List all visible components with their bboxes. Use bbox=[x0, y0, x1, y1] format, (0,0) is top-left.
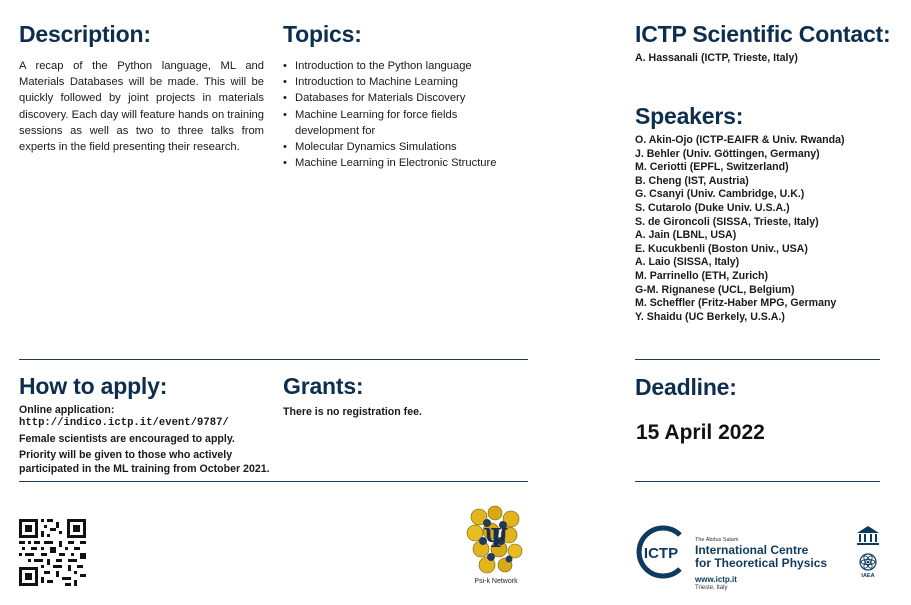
description-text: A recap of the Python language, ML and Materials Databases will be made. This will be quickly followed by joint projects in materials discovery. Each day will feature hands on training sessions as well as two to three talks from experts in the field presenting their research. bbox=[19, 60, 264, 154]
apply-online-label: Online application: bbox=[19, 404, 115, 416]
topics-list bbox=[283, 58, 520, 171]
ictp-website[interactable]: www.ictp.it bbox=[695, 575, 737, 584]
speaker-item: S. Cutarolo (Duke Univ. U.S.A.) bbox=[635, 201, 790, 214]
psik-label: Psi-k Network bbox=[474, 578, 518, 585]
apply-heading: How to apply: bbox=[19, 373, 168, 399]
topic-item: • Molecular Dynamics Simulations bbox=[295, 139, 520, 155]
topic-item: • Databases for Materials Discovery bbox=[295, 90, 520, 106]
grants-text: There is no registration fee. bbox=[283, 406, 422, 418]
qr-code-icon bbox=[19, 519, 86, 586]
deadline-heading: Deadline: bbox=[635, 374, 737, 400]
apply-url-link[interactable]: http://indico.ictp.it/event/9787/ bbox=[19, 417, 229, 429]
speakers-list bbox=[635, 134, 845, 324]
apply-priority-note: Priority will be given to those who actively participated in the ML training from October 2021. bbox=[19, 449, 270, 475]
speaker-item: A. Laio (SISSA, Italy) bbox=[635, 256, 740, 269]
divider-bottom-right bbox=[635, 481, 880, 482]
topic-item: • Introduction to the Python language bbox=[295, 58, 520, 74]
ictp-line1: International Centre bbox=[695, 543, 809, 557]
description-heading: Description: bbox=[19, 21, 151, 47]
topic-item: • Machine Learning in Electronic Structure bbox=[295, 155, 520, 171]
divider-top-right bbox=[635, 359, 880, 360]
speaker-item: B. Cheng (IST, Austria) bbox=[635, 174, 749, 187]
topic-item: • Machine Learning for force fields development for bbox=[295, 107, 520, 139]
speaker-item: M. Parrinello (ETH, Zurich) bbox=[635, 269, 769, 282]
divider-bottom-left bbox=[19, 481, 528, 482]
speaker-item: G. Csanyi (Univ. Cambridge, U.K.) bbox=[635, 188, 805, 201]
svg-text:ICTP: ICTP bbox=[643, 545, 679, 562]
speaker-item: S. de Gironcoli (SISSA, Trieste, Italy) bbox=[635, 215, 819, 228]
unesco-icon bbox=[856, 525, 880, 547]
topic-item: • Introduction to Machine Learning bbox=[295, 74, 520, 90]
speaker-item: O. Akin-Ojo (ICTP-EAIFR & Univ. Rwanda) bbox=[635, 134, 845, 146]
psik-network-logo bbox=[465, 503, 527, 585]
speaker-item: A. Jain (LBNL, USA) bbox=[635, 229, 737, 242]
ictp-line2: for Theoretical Physics bbox=[695, 556, 828, 570]
grants-heading: Grants: bbox=[283, 373, 364, 399]
ictp-city: Trieste, Italy bbox=[695, 585, 728, 591]
deadline-date: 15 April 2022 bbox=[636, 421, 765, 444]
apply-female-note: Female scientists are encouraged to apply. bbox=[19, 433, 235, 445]
speaker-item: E. Kucukbenli (Boston Univ., USA) bbox=[635, 242, 808, 255]
ictp-logo bbox=[634, 525, 688, 579]
speaker-item: Y. Shaidu (UC Berkely, U.S.A.) bbox=[635, 310, 785, 323]
speaker-item: J. Behler (Univ. Göttingen, Germany) bbox=[635, 147, 820, 160]
svg-text:IAEA: IAEA bbox=[861, 573, 875, 578]
svg-text:Ψ: Ψ bbox=[484, 524, 508, 554]
topics-heading: Topics: bbox=[283, 21, 362, 47]
speaker-item: G-M. Rignanese (UCL, Belgium) bbox=[635, 283, 795, 296]
speaker-item: M. Scheffler (Fritz-Haber MPG, Germany bbox=[635, 297, 837, 310]
ictp-small-text: The Abdus Salam bbox=[695, 537, 739, 543]
divider-top-left bbox=[19, 359, 528, 360]
speaker-item: M. Ceriotti (EPFL, Switzerland) bbox=[635, 161, 789, 174]
contact-heading: ICTP Scientific Contact: bbox=[635, 21, 891, 47]
speakers-heading: Speakers: bbox=[635, 103, 744, 129]
contact-name: A. Hassanali (ICTP, Trieste, Italy) bbox=[635, 52, 798, 64]
iaea-icon bbox=[857, 552, 879, 578]
